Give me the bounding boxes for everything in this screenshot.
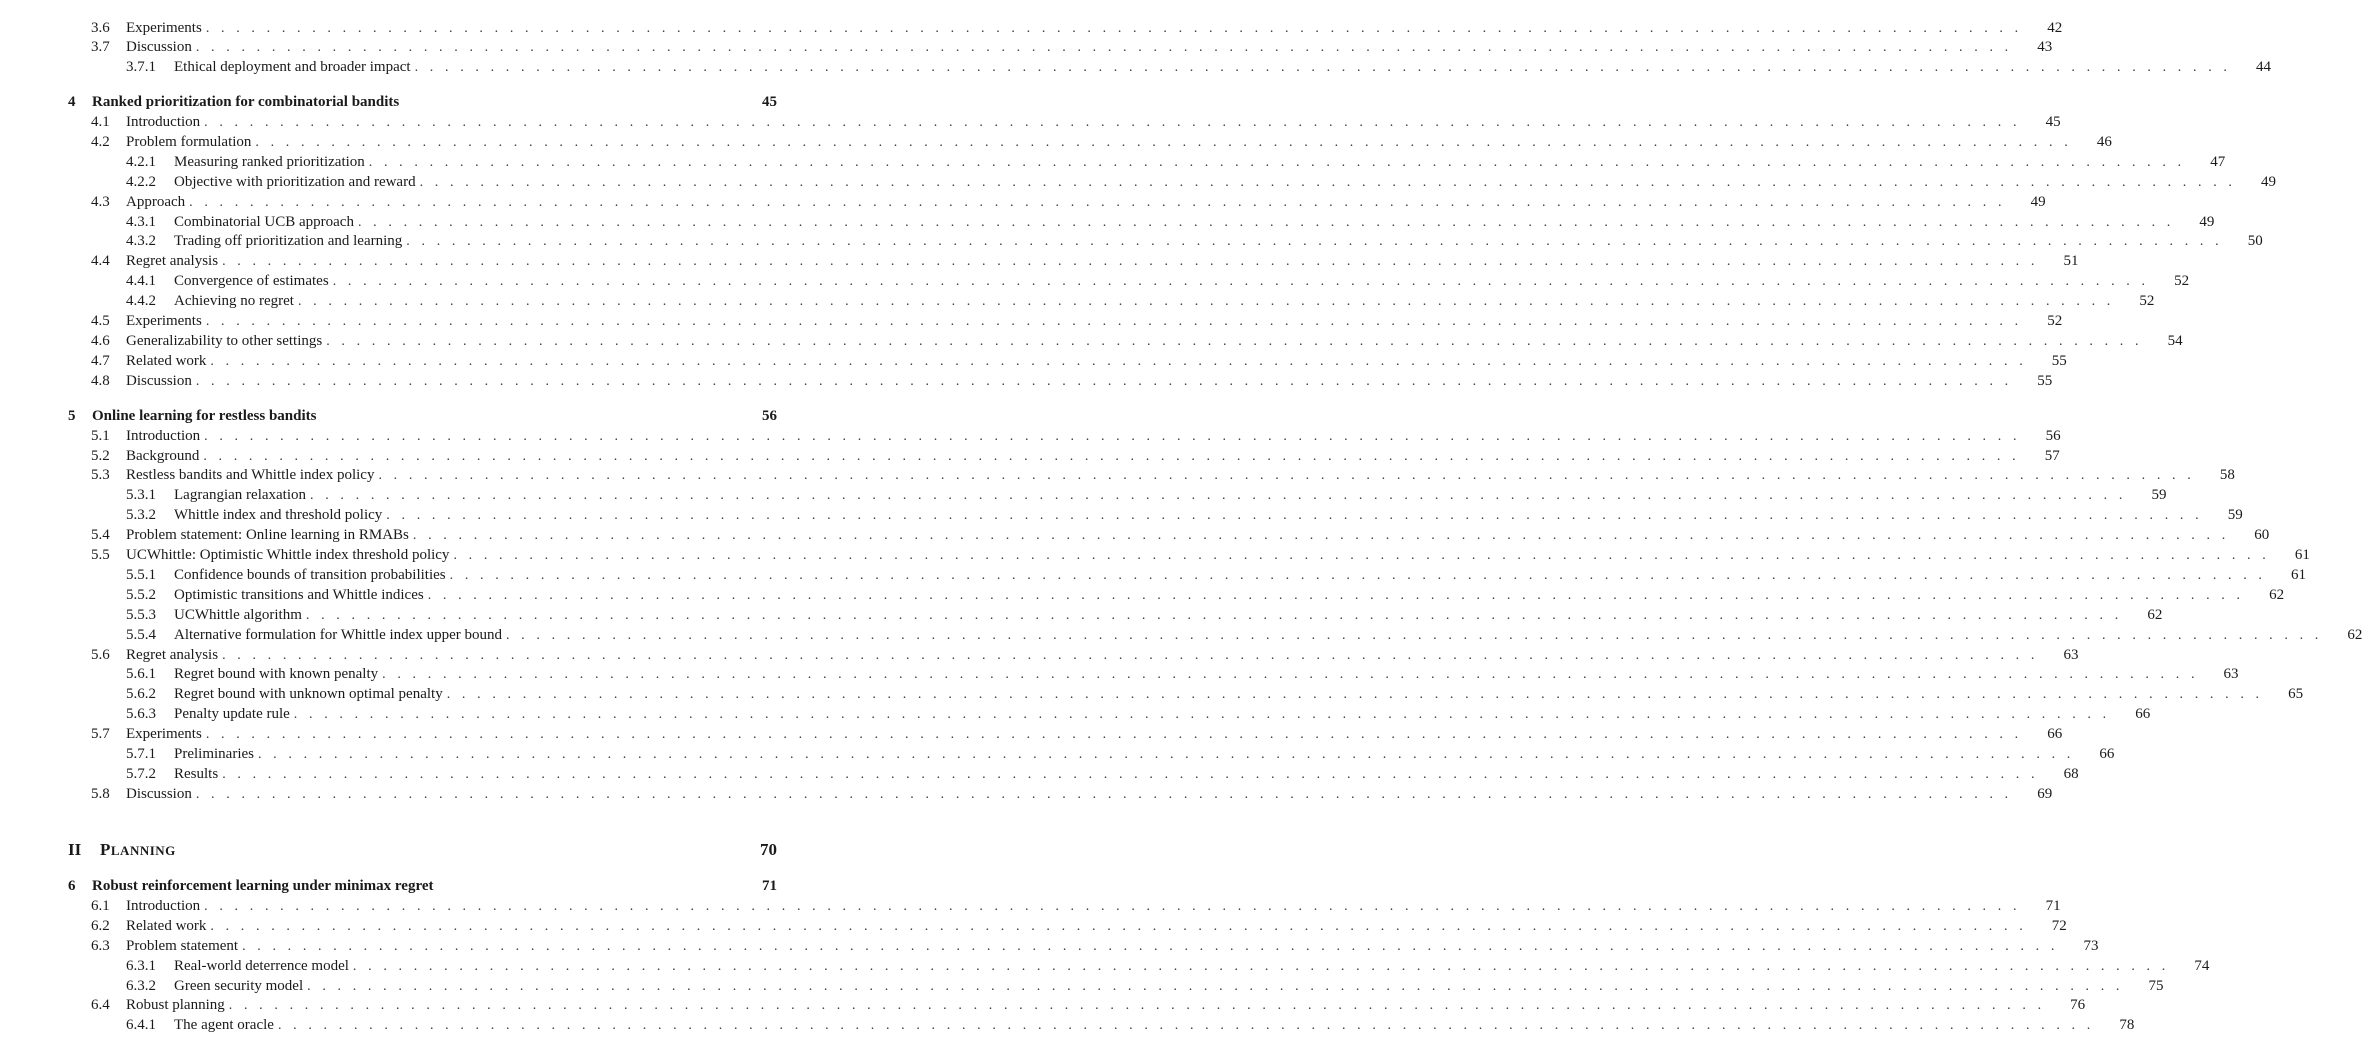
dot-leader: . . . . . . . . . . . . . . . . . . . . . . . . . . . . . . . . . . . . . . . . . . . . . . . . . . . . . . . . . . . . . . . . . . . . . . . . . . . . . . . . . . . . . . . . . . . . . . . . . . . . . . . . . . . . . . . . . . . . . . . . bbox=[352, 959, 2170, 974]
toc-entry[interactable] bbox=[126, 744, 2115, 764]
toc-page-number: 74 bbox=[2194, 958, 2210, 974]
toc-title: Related work bbox=[126, 351, 210, 371]
toc-entry[interactable] bbox=[91, 916, 2067, 936]
toc-page-number: 42 bbox=[2047, 20, 2063, 36]
toc-page-number: 66 bbox=[2135, 706, 2151, 722]
toc-page-number: 55 bbox=[2037, 373, 2053, 389]
toc-title: Regret bound with known penalty bbox=[174, 664, 382, 684]
toc-page-number: 76 bbox=[2070, 997, 2086, 1013]
toc-title: Background bbox=[126, 446, 203, 466]
toc-title: Robust reinforcement learning under minimax regret bbox=[92, 876, 438, 896]
toc-number: 3.7 bbox=[91, 39, 110, 55]
toc-page-number: 63 bbox=[2063, 647, 2079, 663]
toc-title: Restless bandits and Whittle index policy bbox=[126, 465, 378, 485]
toc-number: 5.3.1 bbox=[126, 487, 156, 503]
toc-page-number: 46 bbox=[2096, 134, 2112, 150]
toc-title: Generalizability to other settings bbox=[126, 331, 326, 351]
toc-number: 5.6.2 bbox=[126, 686, 156, 702]
toc-entry[interactable] bbox=[126, 152, 2226, 172]
toc-entry[interactable] bbox=[126, 585, 2285, 605]
toc-page-number: 57 bbox=[2044, 448, 2060, 464]
toc-title: Approach bbox=[126, 192, 189, 212]
toc-number: 4.2.1 bbox=[126, 154, 156, 170]
toc-number: 4.7 bbox=[91, 353, 110, 369]
dot-leader: . . . . . . . . . . . . . . . . . . . . . . . . . . . . . . . . . . . . . . . . . . . . . . . . . . . . . . . . . . . . . . . . . . . . . . . . . . . . . . . . . . . . . . . . . . . . . . . . . . . . . . . . . . . . . . . . . . . . . . . . bbox=[446, 687, 2264, 702]
toc-entry[interactable] bbox=[126, 956, 2210, 976]
toc-page-number: 52 bbox=[2174, 273, 2190, 289]
toc-title: Whittle index and threshold policy bbox=[174, 505, 386, 525]
toc-title: Discussion bbox=[126, 37, 196, 57]
dot-leader: . . . . . . . . . . . . . . . . . . . . . . . . . . . . . . . . . . . . . . . . . . . . . . . . . . . . . . . . . . . . . . . . . . . . . . . . . . . . . . . . . . . . . . . . . . . . . . . . . . . . . . . . . . . . . . . . . . . . . . . . bbox=[195, 40, 2013, 55]
toc-page-number: 70 bbox=[760, 840, 777, 859]
toc-number: 6.3.1 bbox=[126, 958, 156, 974]
toc-number: II bbox=[68, 840, 82, 859]
dot-leader: . . . . . . . . . . . . . . . . . . . . . . . . . . . . . . . . . . . . . . . . . . . . . . . . . . . . . . . . . . . . . . . . . . . . . . . . . . . . . . . . . . . . . . . . . . . . . . . . . . . . . . . . . . . . . . . . . . . . . . . . bbox=[453, 548, 2270, 563]
toc-number: 4.4.1 bbox=[126, 273, 156, 289]
dot-leader: . . . . . . . . . . . . . . . . . . . . . . . . . . . . . . . . . . . . . . . . . . . . . . . . . . . . . . . . . . . . . . . . . . . . . . . . . . . . . . . . . . . . . . . . . . . . . . . . . . . . . . . . . . . . . . . . . . . . . . . . bbox=[310, 488, 2127, 503]
toc-page-number: 44 bbox=[2256, 59, 2271, 75]
toc-entry[interactable] bbox=[91, 995, 2086, 1015]
toc-page-number: 45 bbox=[762, 94, 777, 110]
toc-number: 5.5.1 bbox=[126, 567, 156, 583]
toc-title: The agent oracle bbox=[174, 1015, 278, 1035]
toc-entry[interactable] bbox=[91, 426, 2061, 446]
dot-leader: . . . . . . . . . . . . . . . . . . . . . . . . . . . . . . . . . . . . . . . . . . . . . . . . . . . . . . . . . . . . . . . . . . . . . . . . . . . . . . . . . . . . . . . . . . . . . . . . . . . . . . . . . . . . . . . . . . . . . . . . bbox=[242, 939, 2059, 954]
dot-leader: . . . . . . . . . . . . . . . . . . . . . . . . . . . . . . . . . . . . . . . . . . . . . . . . . . . . . . . . . . . . . . . . . . . . . . . . . . . . . . . . . . . . . . . . . . . . . . . . . . . . . . . . . . . . . . . . . . . . . . . . bbox=[357, 215, 2175, 230]
toc-entry[interactable] bbox=[126, 684, 2304, 704]
toc-number: 5 bbox=[68, 408, 76, 424]
toc-title: Experiments bbox=[126, 18, 206, 38]
toc-entry[interactable] bbox=[91, 331, 2183, 351]
toc-page-number: 56 bbox=[762, 408, 777, 424]
toc-number: 6.2 bbox=[91, 918, 110, 934]
toc-number: 3.6 bbox=[91, 20, 110, 36]
dot-leader: . . . . . . . . . . . . . . . . . . . . . . . . . . . . . . . . . . . . . . . . . . . . . . . . . . . . . . . . . . . . . . . . . . . . . . . . . . . . . . . . . . . . . . . . . . . . . . . . . . . . . . . . . . . . . . . . . . . . . . . . bbox=[332, 274, 2150, 289]
toc-title: Experiments bbox=[126, 311, 206, 331]
toc-entry[interactable] bbox=[91, 446, 2060, 466]
toc-entry[interactable] bbox=[91, 251, 2079, 271]
toc-title: Introduction bbox=[126, 112, 204, 132]
dot-leader: . . . . . . . . . . . . . . . . . . . . . . . . . . . . . . . . . . . . . . . . . . . . . . . . . . . . . . . . . . . . . . . . . . . . . . . . . . . . . . . . . . . . . . . . . . . . . . . . . . . . . . . . . . . . . . . . . . . . . . . . bbox=[505, 628, 2323, 643]
toc-number: 4.3.1 bbox=[126, 214, 156, 230]
toc-title: Experiments bbox=[126, 724, 206, 744]
dot-leader: . . . . . . . . . . . . . . . . . . . . . . . . . . . . . . . . . . . . . . . . . . . . . . . . . . . . . . . . . . . . . . . . . . . . . . . . . . . . . . . . . . . . . . . . . . . . . . . . . . . . . . . . . . . . . . . . . . . . . . . . bbox=[307, 979, 2124, 994]
toc-page-number: 43 bbox=[2037, 39, 2053, 55]
toc-number: 4.4 bbox=[91, 253, 110, 269]
toc-title: Regret analysis bbox=[126, 645, 222, 665]
toc-page-number: 62 bbox=[2147, 607, 2163, 623]
dot-leader: . . . . . . . . . . . . . . . . . . . . . . . . . . . . . . . . . . . . . . . . . . . . . . . . . . . . . . . . . . . . . . . . . . . . . . . . . . . . . . . . . . . . . . . . . . . . . . . . . . . . . . . . . . . . . . . . . . . . . . . . bbox=[297, 294, 2115, 309]
toc-entry[interactable] bbox=[126, 764, 2079, 784]
toc-entry[interactable] bbox=[91, 525, 2270, 545]
toc-entry[interactable] bbox=[91, 37, 2053, 57]
toc-number: 5.1 bbox=[91, 428, 110, 444]
toc-title: Regret analysis bbox=[126, 251, 222, 271]
toc-page-number: 47 bbox=[2210, 154, 2226, 170]
dot-leader: . . . . . . . . . . . . . . . . . . . . . . . . . . . . . . . . . . . . . . . . . . . . . . . . . . . . . . . . . . . . . . . . . . . . . . . . . . . . . . . . . . . . . . . . . . . . . . . . . . . . . . . . . . . . . . . . . . . . . . . . bbox=[305, 608, 2123, 623]
toc-title: Preliminaries bbox=[174, 744, 258, 764]
toc-page-number: 60 bbox=[2254, 527, 2270, 543]
dot-leader: . . . . . . . . . . . . . . . . . . . . . . . . . . . . . . . . . . . . . . . . . . . . . . . . . . . . . . . . . . . . . . . . . . . . . . . . . . . . . . . . . . . . . . . . . . . . . . . . . . . . . . . . . . . . . . . . . . . . . . . . bbox=[255, 135, 2072, 150]
toc-number: 5.7 bbox=[91, 726, 110, 742]
dot-leader: . . . . . . . . . . . . . . . . . . . . . . . . . . . . . . . . . . . . . . . . . . . . . . . . . . . . . . . . . . . . . . . . . . . . . . . . . . . . . . . . . . . . . . . . . . . . . . . . . . . . . . . . . . . . . . . . . . . . . . . . bbox=[205, 727, 2023, 742]
toc-title: UCWhittle algorithm bbox=[174, 605, 306, 625]
toc-entry[interactable] bbox=[126, 212, 2215, 232]
dot-leader: . . . . . . . . . . . . . . . . . . . . . . . . . . . . . . . . . . . . . . . . . . . . . . . . . . . . . . . . . . . . . . . . . . . . . . . . . . . . . . . . . . . . . . . . . . . . . . . . . . . . . . . . . . . . . . . . . . . . . . . . bbox=[382, 667, 2199, 682]
dot-leader: . . . . . . . . . . . . . . . . . . . . . . . . . . . . . . . . . . . . . . . . . . . . . . . . . . . . . . . . . . . . . . . . . . . . . . . . . . . . . . . . . . . . . . . . . . . . . . . . . . . . . . . . . . . . . . . . . . . . . . . . bbox=[378, 468, 2195, 483]
toc-page-number: 63 bbox=[2223, 666, 2239, 682]
dot-leader: . . . . . . . . . . . . . . . . . . . . . . . . . . . . . . . . . . . . . . . . . . . . . . . . . . . . . . . . . . . . . . . . . . . . . . . . . . . . . . . . . . . . . . . . . . . . . . . . . . . . . . . . . . . . . . . . . . . . . . . . bbox=[210, 354, 2027, 369]
toc-number: 5.7.2 bbox=[126, 766, 156, 782]
toc-entry[interactable] bbox=[91, 724, 2063, 744]
toc-number: 5.3 bbox=[91, 467, 110, 483]
toc-page-number: 54 bbox=[2167, 333, 2183, 349]
dot-leader: . . . . . . . . . . . . . . . . . . . . . . . . . . . . . . . . . . . . . . . . . . . . . . . . . . . . . . . . . . . . . . . . . . . . . . . . . . . . . . . . . . . . . . . . . . . . . . . . . . . . . . . . . . . . . . . . . . . . . . . . bbox=[204, 115, 2021, 130]
dot-leader: . . . . . . . . . . . . . . . . . . . . . . . . . . . . . . . . . . . . . . . . . . . . . . . . . . . . . . . . . . . . . . . . . . . . . . . . . . . . . . . . . . . . . . . . . . . . . . . . . . . . . . . . . . . . . . . . . . . . . . . . bbox=[210, 919, 2027, 934]
toc-number: 6 bbox=[68, 878, 76, 894]
toc-title: Measuring ranked prioritization bbox=[174, 152, 369, 172]
toc-entry[interactable] bbox=[126, 291, 2155, 311]
dot-leader: . . . . . . . . . . . . . . . . . . . . . . . . . . . . . . . . . . . . . . . . . . . . . . . . . . . . . . . . . . . . . . . . . . . . . . . . . . . . . . . . . . . . . . . . . . . . . . . . . . . . . . . . . . . . . . . . . . . . . . . . bbox=[222, 767, 2039, 782]
dot-leader: . . . . . . . . . . . . . . . . . . . . . . . . . . . . . . . . . . . . . . . . . . . . . . . . . . . . . . . . . . . . . . . . . . . . . . . . . . . . . . . . . . . . . . . . . . . . . . . . . . . . . . . . . . . . . . . . . . . . . . . . bbox=[277, 1018, 2095, 1033]
toc-page-number: 71 bbox=[762, 878, 777, 894]
dot-leader: . . . . . . . . . . . . . . . . . . . . . . . . . . . . . . . . . . . . . . . . . . . . . . . . . . . . . . . . . . . . . . . . . . . . . . . . . . . . . . . . . . . . . . . . . . . . . . . . . . . . . . . . . . . . . . . . . . . . . . . . bbox=[419, 175, 2236, 190]
toc-page-number: 69 bbox=[2037, 786, 2053, 802]
toc-number: 4.3 bbox=[91, 194, 110, 210]
toc-number: 5.6.3 bbox=[126, 706, 156, 722]
dot-leader: . . . . . . . . . . . . . . . . . . . . . . . . . . . . . . . . . . . . . . . . . . . . . . . . . . . . . . . . . . . . . . . . . . . . . . . . . . . . . . . . . . . . . . . . . . . . . . . . . . . . . . . . . . . . . . . . . . . . . . . . bbox=[205, 314, 2023, 329]
dot-leader: . . . . . . . . . . . . . . . . . . . . . . . . . . . . . . . . . . . . . . . . . . . . . . . . . . . . . . . . . . . . . . . . . . . . . . . . . . . . . . . . . . . . . . . . . . . . . . . . . . . . . . . . . . . . . . . . . . . . . . . . bbox=[222, 254, 2039, 269]
toc-number: 4.4.2 bbox=[126, 293, 156, 309]
dot-leader: . . . . . . . . . . . . . . . . . . . . . . . . . . . . . . . . . . . . . . . . . . . . . . . . . . . . . . . . . . . . . . . . . . . . . . . . . . . . . . . . . . . . . . . . . . . . . . . . . . . . . . . . . . . . . . . . . . . . . . . . bbox=[326, 334, 2143, 349]
toc-title: Problem statement bbox=[126, 936, 242, 956]
dot-leader: . . . . . . . . . . . . . . . . . . . . . . . . . . . . . . . . . . . . . . . . . . . . . . . . . . . . . . . . . . . . . . . . . . . . . . . . . . . . . . . . . . . . . . . . . . . . . . . . . . . . . . . . . . . . . . . . . . . . . . . . bbox=[449, 568, 2267, 583]
toc-title: Discussion bbox=[126, 784, 196, 804]
toc-title: Green security model bbox=[174, 976, 307, 996]
toc-entry[interactable] bbox=[91, 311, 2063, 331]
toc-page-number: 49 bbox=[2030, 194, 2046, 210]
toc-title: Objective with prioritization and reward bbox=[174, 172, 420, 192]
toc-title: Discussion bbox=[126, 371, 196, 391]
toc-title: PLANNING bbox=[100, 840, 180, 861]
toc-entry[interactable] bbox=[126, 664, 2239, 684]
toc-page-number: 78 bbox=[2119, 1017, 2135, 1033]
toc-title: Achieving no regret bbox=[174, 291, 298, 311]
toc-entry[interactable] bbox=[91, 645, 2079, 665]
toc-page-number: 49 bbox=[2261, 174, 2276, 190]
toc-title: Results bbox=[174, 764, 222, 784]
dot-leader: . . . . . . . . . . . . . . . . . . . . . . . . . . . . . . . . . . . . . . . . . . . . . . . . . . . . . . . . . . . . . . . . . . . . . . . . . . . . . . . . . . . . . . . . . . . . . . . . . . . . . . . . . . . . . . . . . . . . . . . . bbox=[222, 648, 2039, 663]
toc-title: Combinatorial UCB approach bbox=[174, 212, 358, 232]
toc-number: 5.5.4 bbox=[126, 627, 156, 643]
toc-title: Real-world deterrence model bbox=[174, 956, 353, 976]
dot-leader: . . . . . . . . . . . . . . . . . . . . . . . . . . . . . . . . . . . . . . . . . . . . . . . . . . . . . . . . . . . . . . . . . . . . . . . . . . . . . . . . . . . . . . . . . . . . . . . . . . . . . . . . . . . . . . . . . . . . . . . . bbox=[203, 449, 2020, 464]
dot-leader: . . . . . . . . . . . . . . . . . . . . . . . . . . . . . . . . . . . . . . . . . . . . . . . . . . . . . . . . . . . . . . . . . . . . . . . . . . . . . . . . . . . . . . . . . . . . . . . . . . . . . . . . . . . . . . . . . . . . . . . . bbox=[406, 234, 2223, 249]
dot-leader: . . . . . . . . . . . . . . . . . . . . . . . . . . . . . . . . . . . . . . . . . . . . . . . . . . . . . . . . . . . . . . . . . . . . . . . . . . . . . . . . . . . . . . . . . . . . . . . . . . . . . . . . . . . . . . . . . . . . . . . . bbox=[293, 707, 2111, 722]
toc-page-number: 68 bbox=[2063, 766, 2079, 782]
toc-entry[interactable] bbox=[91, 465, 2235, 485]
dot-leader: . . . . . . . . . . . . . . . . . . . . . . . . . . . . . . . . . . . . . . . . . . . . . . . . . . . . . . . . . . . . . . . . . . . . . . . . . . . . . . . . . . . . . . . . . . . . . . . . . . . . . . . . . . . . . . . . . . . . . . . . bbox=[386, 508, 2203, 523]
toc-page-number: 71 bbox=[2045, 898, 2061, 914]
toc-page-number: 61 bbox=[2294, 547, 2310, 563]
toc-page-number: 49 bbox=[2199, 214, 2215, 230]
dot-leader: . . . . . . . . . . . . . . . . . . . . . . . . . . . . . . . . . . . . . . . . . . . . . . . . . . . . . . . . . . . . . . . . . . . . . . . . . . . . . . . . . . . . . . . . . . . . . . . . . . . . . . . . . . . . . . . . . . . . . . . . bbox=[189, 195, 2006, 210]
toc-number: 5.2 bbox=[91, 448, 110, 464]
toc-entry[interactable] bbox=[91, 371, 2053, 391]
toc-page-number: 59 bbox=[2227, 507, 2243, 523]
toc-number: 4.6 bbox=[91, 333, 110, 349]
toc-title: UCWhittle: Optimistic Whittle index threshold policy bbox=[126, 545, 453, 565]
toc-title: Related work bbox=[126, 916, 210, 936]
toc-entry[interactable] bbox=[91, 936, 2099, 956]
toc-entry[interactable] bbox=[126, 565, 2307, 585]
toc-entry[interactable] bbox=[91, 192, 2046, 212]
toc-title: Convergence of estimates bbox=[174, 271, 333, 291]
toc-number: 6.4 bbox=[91, 997, 110, 1013]
toc-page-number: 58 bbox=[2219, 467, 2235, 483]
toc-page-number: 51 bbox=[2063, 253, 2079, 269]
toc-entry[interactable] bbox=[126, 172, 2276, 192]
toc-title: Robust planning bbox=[126, 995, 229, 1015]
toc-entry[interactable] bbox=[126, 485, 2167, 505]
toc-entry[interactable] bbox=[91, 18, 2063, 38]
toc-part[interactable] bbox=[68, 840, 777, 860]
dot-leader: . . . . . . . . . . . . . . . . . . . . . . . . . . . . . . . . . . . . . . . . . . . . . . . . . . . . . . . . . . . . . . . . . . . . . . . . . . . . . . . . . . . . . . . . . . . . . . . . . . . . . . . . . . . . . . . . . . . . . . . . bbox=[257, 747, 2075, 762]
toc-number: 6.3 bbox=[91, 938, 110, 954]
toc-number: 6.1 bbox=[91, 898, 110, 914]
dot-leader: . . . . . . . . . . . . . . . . . . . . . . . . . . . . . . . . . . . . . . . . . . . . . . . . . . . . . . . . . . . . . . . . . . . . . . . . . . . . . . . . . . . . . . . . . . . . . . . . . . . . . . . . . . . . . . . . . . . . . . . . bbox=[412, 528, 2230, 543]
toc-number: 4.8 bbox=[91, 373, 110, 389]
toc-page-number: 55 bbox=[2051, 353, 2067, 369]
toc-number: 4.3.2 bbox=[126, 233, 156, 249]
toc-page-number: 56 bbox=[2045, 428, 2061, 444]
toc-number: 4.5 bbox=[91, 313, 110, 329]
toc-page-number: 52 bbox=[2047, 313, 2063, 329]
dot-leader: . . . . . . . . . . . . . . . . . . . . . . . . . . . . . . . . . . . . . . . . . . . . . . . . . . . . . . . . . . . . . . . . . . . . . . . . . . . . . . . . . . . . . . . . . . . . . . . . . . . . . . . . . . . . . . . . . . . . . . . . bbox=[195, 374, 2013, 389]
toc-page-number: 65 bbox=[2288, 686, 2304, 702]
toc-title: Problem formulation bbox=[126, 132, 255, 152]
toc-number: 5.4 bbox=[91, 527, 110, 543]
toc-entry[interactable] bbox=[126, 605, 2163, 625]
toc-number: 4.1 bbox=[91, 114, 110, 130]
toc-number: 5.5.2 bbox=[126, 587, 156, 603]
toc-number: 5.3.2 bbox=[126, 507, 156, 523]
toc-number: 4.2.2 bbox=[126, 174, 156, 190]
toc-chapter[interactable] bbox=[68, 406, 777, 426]
toc-entry[interactable] bbox=[91, 351, 2067, 371]
toc-number: 5.7.1 bbox=[126, 746, 156, 762]
toc-title: Ethical deployment and broader impact bbox=[174, 57, 415, 77]
toc-title: Penalty update rule bbox=[174, 704, 294, 724]
toc-number: 6.3.2 bbox=[126, 978, 156, 994]
toc-entry[interactable] bbox=[126, 704, 2151, 724]
toc-title: Online learning for restless bandits bbox=[92, 406, 320, 426]
toc-entry[interactable] bbox=[126, 231, 2263, 251]
toc-title: Introduction bbox=[126, 426, 204, 446]
toc-number: 3.7.1 bbox=[126, 59, 156, 75]
toc-page-number: 52 bbox=[2139, 293, 2155, 309]
toc-number: 5.6.1 bbox=[126, 666, 156, 682]
toc-entry[interactable] bbox=[126, 271, 2190, 291]
toc-number: 5.8 bbox=[91, 786, 110, 802]
dot-leader: . . . . . . . . . . . . . . . . . . . . . . . . . . . . . . . . . . . . . . . . . . . . . . . . . . . . . . . . . . . . . . . . . . . . . . . . . . . . . . . . . . . . . . . . . . . . . . . . . . . . . . . . . . . . . . . . . . . . . . . . bbox=[414, 60, 2231, 75]
toc-number: 6.4.1 bbox=[126, 1017, 156, 1033]
toc-page-number: 45 bbox=[2045, 114, 2061, 130]
toc-page-number: 62 bbox=[2269, 587, 2285, 603]
dot-leader: . . . . . . . . . . . . . . . . . . . . . . . . . . . . . . . . . . . . . . . . . . . . . . . . . . . . . . . . . . . . . . . . . . . . . . . . . . . . . . . . . . . . . . . . . . . . . . . . . . . . . . . . . . . . . . . . . . . . . . . . bbox=[204, 429, 2021, 444]
toc-page-number: 75 bbox=[2148, 978, 2164, 994]
toc-entry[interactable] bbox=[91, 784, 2053, 804]
dot-leader: . . . . . . . . . . . . . . . . . . . . . . . . . . . . . . . . . . . . . . . . . . . . . . . . . . . . . . . . . . . . . . . . . . . . . . . . . . . . . . . . . . . . . . . . . . . . . . . . . . . . . . . . . . . . . . . . . . . . . . . . bbox=[427, 588, 2245, 603]
toc-page-number: 73 bbox=[2083, 938, 2099, 954]
toc-title: Optimistic transitions and Whittle indices bbox=[174, 585, 428, 605]
toc-entry[interactable] bbox=[126, 57, 2271, 77]
toc-title: Trading off prioritization and learning bbox=[174, 231, 406, 251]
toc-entry[interactable] bbox=[126, 976, 2164, 996]
toc-number: 4 bbox=[68, 94, 76, 110]
dot-leader: . . . . . . . . . . . . . . . . . . . . . . . . . . . . . . . . . . . . . . . . . . . . . . . . . . . . . . . . . . . . . . . . . . . . . . . . . . . . . . . . . . . . . . . . . . . . . . . . . . . . . . . . . . . . . . . . . . . . . . . . bbox=[368, 155, 2186, 170]
toc-number: 5.5 bbox=[91, 547, 110, 563]
dot-leader: . . . . . . . . . . . . . . . . . . . . . . . . . . . . . . . . . . . . . . . . . . . . . . . . . . . . . . . . . . . . . . . . . . . . . . . . . . . . . . . . . . . . . . . . . . . . . . . . . . . . . . . . . . . . . . . . . . . . . . . . bbox=[228, 998, 2046, 1013]
toc-title: Confidence bounds of transition probabilities bbox=[174, 565, 450, 585]
dot-leader: . . . . . . . . . . . . . . . . . . . . . . . . . . . . . . . . . . . . . . . . . . . . . . . . . . . . . . . . . . . . . . . . . . . . . . . . . . . . . . . . . . . . . . . . . . . . . . . . . . . . . . . . . . . . . . . . . . . . . . . . bbox=[205, 21, 2023, 36]
toc-page-number: 62 bbox=[2347, 627, 2362, 643]
toc-page-number: 59 bbox=[2151, 487, 2167, 503]
toc-title: Introduction bbox=[126, 896, 204, 916]
toc-number: 5.6 bbox=[91, 647, 110, 663]
toc-chapter[interactable] bbox=[68, 876, 777, 896]
toc-title: Problem statement: Online learning in RMABs bbox=[126, 525, 413, 545]
toc-entry[interactable] bbox=[91, 132, 2112, 152]
toc-page-number: 66 bbox=[2047, 726, 2063, 742]
toc-number: 4.2 bbox=[91, 134, 110, 150]
toc-entry[interactable] bbox=[126, 1015, 2135, 1035]
toc-page-number: 72 bbox=[2051, 918, 2067, 934]
dot-leader: . . . . . . . . . . . . . . . . . . . . . . . . . . . . . . . . . . . . . . . . . . . . . . . . . . . . . . . . . . . . . . . . . . . . . . . . . . . . . . . . . . . . . . . . . . . . . . . . . . . . . . . . . . . . . . . . . . . . . . . . bbox=[195, 787, 2013, 802]
toc-entry[interactable] bbox=[91, 896, 2061, 916]
toc-page-number: 50 bbox=[2247, 233, 2263, 249]
toc-page-number: 61 bbox=[2291, 567, 2307, 583]
toc-number: 5.5.3 bbox=[126, 607, 156, 623]
toc-entry[interactable] bbox=[91, 112, 2061, 132]
toc-title: Ranked prioritization for combinatorial bandits bbox=[92, 92, 403, 112]
toc-title: Regret bound with unknown optimal penalty bbox=[174, 684, 447, 704]
toc-title: Alternative formulation for Whittle index upper bound bbox=[174, 625, 506, 645]
toc-entry[interactable] bbox=[126, 505, 2243, 525]
toc-entry[interactable] bbox=[91, 545, 2310, 565]
toc-page-number: 66 bbox=[2099, 746, 2115, 762]
dot-leader: . . . . . . . . . . . . . . . . . . . . . . . . . . . . . . . . . . . . . . . . . . . . . . . . . . . . . . . . . . . . . . . . . . . . . . . . . . . . . . . . . . . . . . . . . . . . . . . . . . . . . . . . . . . . . . . . . . . . . . . . bbox=[204, 899, 2021, 914]
toc-chapter[interactable] bbox=[68, 92, 777, 112]
toc-title: Lagrangian relaxation bbox=[174, 485, 310, 505]
toc-entry[interactable] bbox=[126, 625, 2362, 645]
